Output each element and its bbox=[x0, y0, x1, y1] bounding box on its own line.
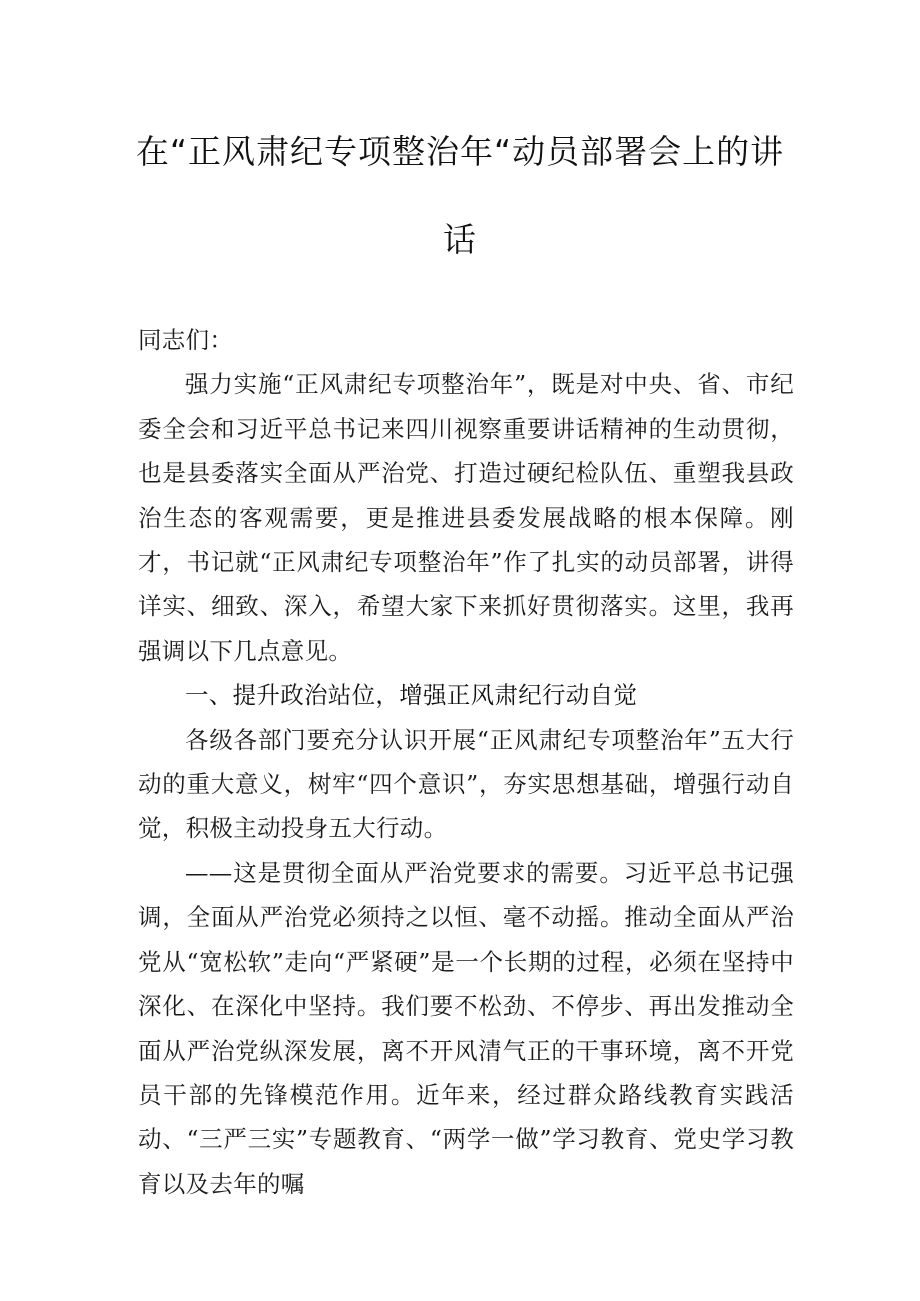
intro-paragraph: 强力实施“正风肃纪专项整治年”，既是对中央、省、市纪委全会和习近平总书记来四川视察重要讲话精神的生动贯彻，也是县委落实全面从严治党、打造过硬纪检队伍、重塑我县政治生态的客观需要，更是推进县委发展战略的根本保障。刚才，书记就“正风肃纪专项整治年”作了扎实的动员部署，讲得详实、细致、深入，希望大家下来抓好贯彻落实。这里，我再强调以下几点意见。 bbox=[138, 370, 794, 665]
salutation: 同志们： bbox=[138, 326, 234, 354]
document-title-line-1: 在“正风肃纪专项整治年“动员部署会上的讲 bbox=[135, 132, 785, 171]
section-paragraph-1: 各级各部门要充分认识开展“正风肃纪专项整治年”五大行动的重大意义，树牢“四个意识”，夯实思想基础，增强行动自觉，积极主动投身五大行动。 bbox=[138, 725, 794, 843]
section-heading: 一、提升政治站位，增强正风肃纪行动自觉 bbox=[185, 681, 638, 710]
document-title-line-2: 话 bbox=[443, 220, 477, 259]
document-body bbox=[138, 318, 794, 1206]
section-paragraph-2: ——这是贯彻全面从严治党要求的需要。习近平总书记强调，全面从严治党必须持之以恒、毫不动摇。推动全面从严治党从“宽松软”走向“严紧硬”是一个长期的过程，必须在坚持中深化、在深化中坚持。我们要不松劲、不停步、再出发推动全面从严治党纵深发展，离不开风清气正的干事环境，离不开党员干部的先锋模范作用。近年来，经过群众路线教育实践活动、“三严三实”专题教育、“两学一做”学习教育、党史学习教育以及去年的嘱 bbox=[138, 858, 794, 1198]
